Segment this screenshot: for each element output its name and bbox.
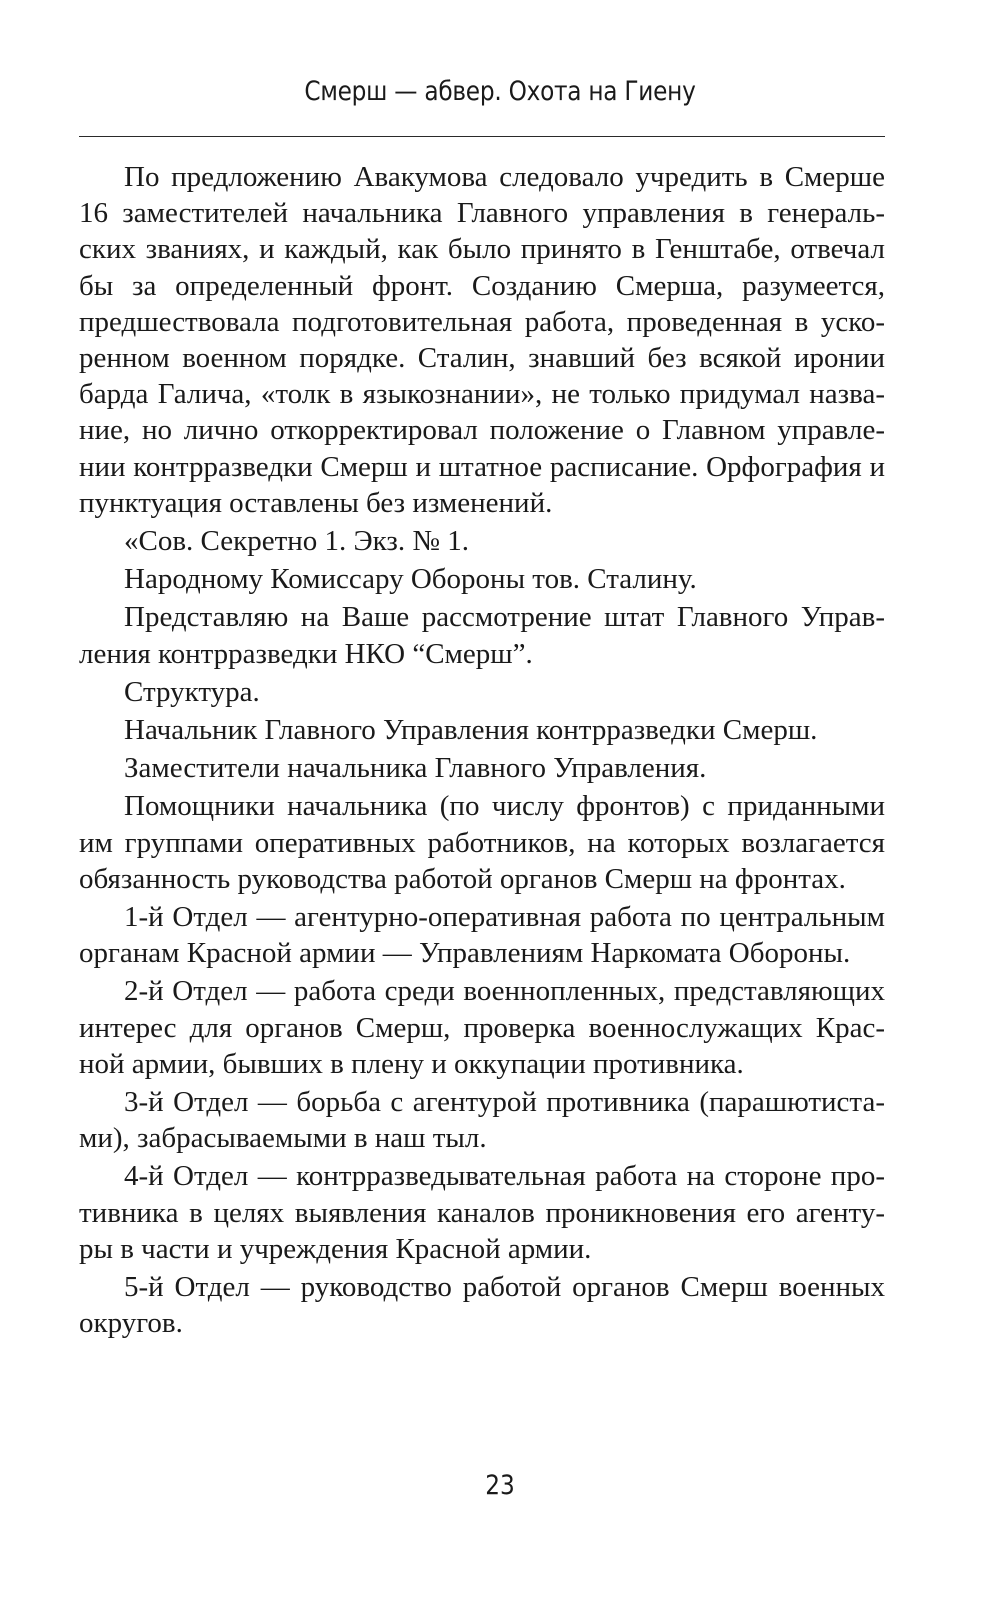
paragraph-intro: По предложению Авакумова следовало учредить в Смерше 16 заместителей начальника Главного управления в генеральских званиях, и каждый, как было принято в Генштабе, отвечал бы за определенный фронт. Созданию Смерша, разумеется, предшествовала подготовительная работа, проведенная в ускоренном военном порядке. Сталин, знавший без всякой иронии барда Галича, «толк в языкознании», не только придумал название, но лично откорректировал положение о Главном управлении контрразведки Смерш и штатное расписание. Орфография и пунктуация оставлены без изменений.: [79, 161, 885, 519]
paragraph-dept-2: 2-й Отдел — работа среди военнопленных, представляющих интерес для органов Смерш, проверка военнослужащих Красной армии, бывших в плену и оккупации противника.: [79, 975, 885, 1080]
paragraph-addressee: Народному Комиссару Обороны тов. Сталину.: [124, 563, 697, 596]
page-number: 23: [485, 1470, 515, 1501]
running-title: Смерш — абвер. Охота на Гиену: [304, 76, 696, 107]
paragraph-dept-1: 1-й Отдел — агентурно-оперативная работа по центральным органам Красной армии — Управлениям Наркомата Обороны.: [79, 901, 885, 970]
body-text: [79, 159, 885, 1342]
paragraph-deputies: Заместители начальника Главного Управления.: [124, 752, 707, 785]
header-rule: [79, 136, 885, 137]
paragraph-dept-4: 4-й Отдел — контрразведывательная работа на стороне противника в целях выявления каналов проникновения его агентуры в части и учреждения Красной армии.: [79, 1160, 885, 1265]
paragraph-structure: Структура.: [124, 675, 260, 708]
paragraph-dept-3: 3-й Отдел — борьба с агентурой противника (парашютистами), забрасываемыми в наш тыл.: [79, 1086, 885, 1155]
paragraph-secret-mark: «Сов. Секретно 1. Экз. № 1.: [124, 525, 469, 558]
paragraph-chief: Начальник Главного Управления контрразведки Смерш.: [124, 714, 818, 747]
paragraph-dept-5: 5-й Отдел — руководство работой органов Смерш военных округов.: [79, 1271, 885, 1340]
paragraph-submission: Представляю на Ваше рассмотрение штат Главного Управления контрразведки НКО “Смерш”.: [79, 601, 885, 670]
paragraph-assistants: Помощники начальника (по числу фронтов) с приданными им группами оперативных работников, на которых возлагается обязанность руководства работой органов Смерш на фронтах.: [79, 790, 885, 895]
